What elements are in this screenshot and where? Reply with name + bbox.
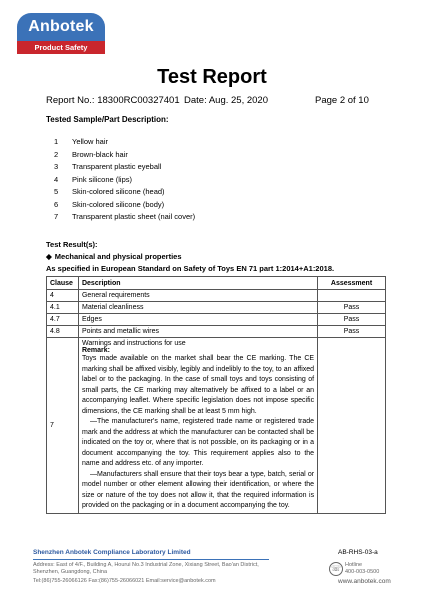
logo-tagline: Product Safety <box>34 43 88 52</box>
header-assessment: Assessment <box>318 277 386 290</box>
logo-bottom <box>17 41 105 54</box>
list-item <box>54 187 165 196</box>
footer-hotline <box>345 562 379 576</box>
standard-heading: As specified in European Standard on Safety of Toys EN 71 part 1:2014+A1:2018. <box>46 264 335 273</box>
row-description: Edges <box>78 314 317 326</box>
logo-wordmark: Anbotek <box>28 18 94 35</box>
table-row <box>47 290 386 302</box>
row-description <box>78 338 317 514</box>
list-item <box>54 137 108 146</box>
part-number: 3 <box>54 162 59 171</box>
diamond-bullet-icon: ◆ <box>46 252 52 261</box>
footer-contact: Tel:(86)755-26066126 Fax:(86)755-26066021 Email:service@anbotek.com <box>33 578 216 584</box>
requirement-paragraph: Toys made available on the market shall bear the CE marking. The CE marking shall be affixed visibly, legibly and indelibly to the toy, to an affixed label or to the packaging. In the case of small toys and toys consisting of small parts, the CE marking may alternatively be affixed to a label or an accompanying leaflet. Where specific legislation does not impose specific dimensions, the CE marking shall be at least 5 mm high. <box>81 355 315 415</box>
requirement-paragraph: —The manufacturer's name, registered trade name or registered trade mark and the address at which the manufacturer can be contacted shall be indicated on the toy or, where that is not possible, on its packaging or in a document accompanying the toy. This requirement applies also to the name and address etc. of any importer. <box>81 418 315 467</box>
footer-website: www.anbotek.com <box>338 578 391 585</box>
row-description: General requirements <box>78 290 317 302</box>
table-row <box>47 302 386 314</box>
part-number: 5 <box>54 187 59 196</box>
row-clause: 4.1 <box>47 302 79 314</box>
logo-top <box>17 13 105 41</box>
mechanical-heading-text: Mechanical and physical properties <box>54 252 182 261</box>
row-clause: 4.8 <box>47 326 79 338</box>
part-name: Transparent plastic sheet (nail cover) <box>72 212 196 221</box>
table-row <box>47 338 386 514</box>
report-date: Date: Aug. 25, 2020 <box>184 95 268 106</box>
phone-icon: ☏ <box>329 562 343 576</box>
part-number: 6 <box>54 200 59 209</box>
page-title: Test Report <box>157 66 267 88</box>
row-description: Points and metallic wires <box>78 326 317 338</box>
header-description: Description <box>78 277 317 290</box>
part-number: 4 <box>54 175 59 184</box>
part-number: 2 <box>54 150 59 159</box>
row-assessment: Pass <box>318 302 386 314</box>
row-clause: 7 <box>47 338 79 514</box>
results-heading: Test Result(s): <box>46 240 98 249</box>
requirement-title: Warnings and instructions for use <box>81 340 186 347</box>
row-assessment: Pass <box>318 314 386 326</box>
list-item <box>54 212 195 221</box>
company-logo <box>17 13 105 54</box>
results-table <box>46 276 386 514</box>
table-header-row <box>47 277 386 290</box>
part-number: 7 <box>54 212 59 221</box>
part-name: Skin-colored silicone (head) <box>72 187 165 196</box>
table-row <box>47 314 386 326</box>
footer-address: Address: East of 4/F., Building A, Hourui No.3 Industrial Zone, Xixiang Street, Bao'an District, Shenzhen, Guangdong, China <box>33 562 259 575</box>
list-item <box>54 162 161 171</box>
mechanical-heading <box>46 252 182 261</box>
part-name: Transparent plastic eyeball <box>72 162 162 171</box>
footer-doc-code: AB-RHS-03-a <box>338 549 378 556</box>
row-description: Material cleanliness <box>78 302 317 314</box>
footer-divider <box>33 559 269 560</box>
row-assessment: Pass <box>318 326 386 338</box>
table-row <box>47 326 386 338</box>
report-number: Report No.: 18300RC00327401 <box>46 95 180 106</box>
hotline-number: 400-003-0500 <box>345 569 380 575</box>
requirement-paragraph: —Manufacturers shall ensure that their toys bear a type, batch, serial or model number or other element allowing their identification, or where the size or nature of the toy does not allow it, that the required information is provided on the packaging or in a document accompanying the toy. <box>81 470 315 509</box>
header-clause: Clause <box>47 277 79 290</box>
part-name: Pink silicone (lips) <box>72 175 133 184</box>
part-name: Yellow hair <box>72 137 108 146</box>
page-number: Page 2 of 10 <box>315 95 369 106</box>
list-item <box>54 175 132 184</box>
footer-lab-name: Shenzhen Anbotek Compliance Laboratory Limited <box>33 549 191 556</box>
part-name: Skin-colored silicone (body) <box>72 200 165 209</box>
sample-heading: Tested Sample/Part Description: <box>46 115 169 124</box>
part-name: Brown-black hair <box>72 150 128 159</box>
row-assessment <box>318 338 386 514</box>
row-clause: 4 <box>47 290 79 302</box>
hotline-label: Hotline <box>345 562 363 568</box>
part-number: 1 <box>54 137 59 146</box>
list-item <box>54 200 164 209</box>
row-assessment <box>318 290 386 302</box>
list-item <box>54 150 128 159</box>
row-clause: 4.7 <box>47 314 79 326</box>
requirement-remark: Remark: <box>81 347 110 354</box>
